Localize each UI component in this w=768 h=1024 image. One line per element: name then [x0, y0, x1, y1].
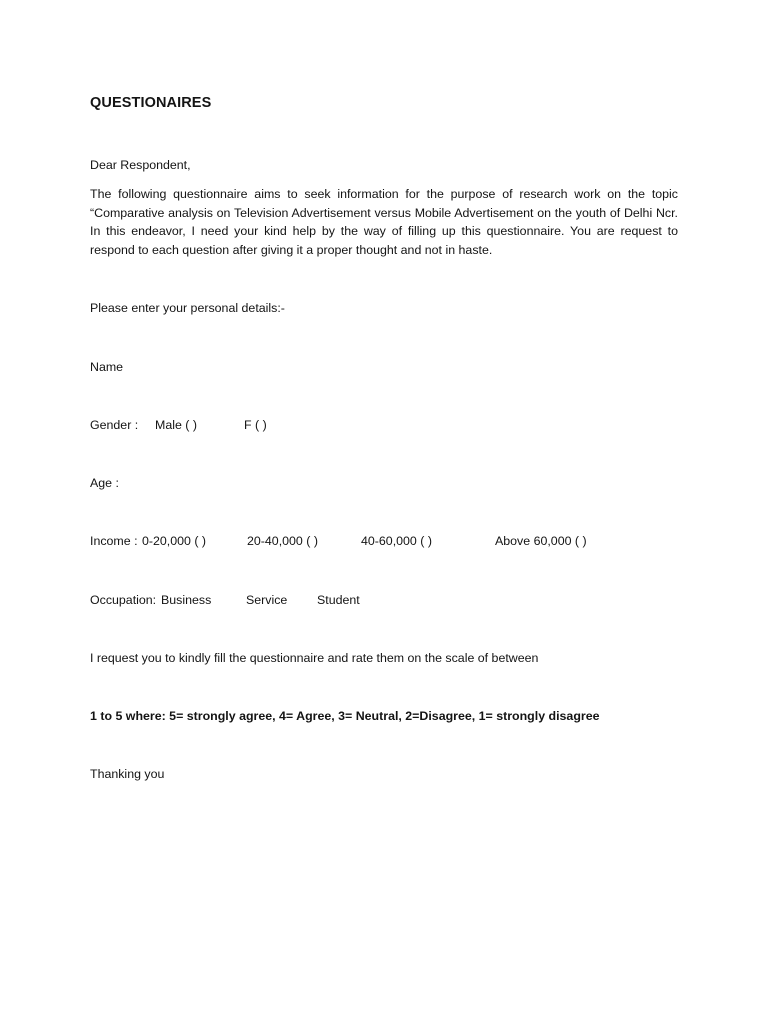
rating-request: I request you to kindly fill the questionnaire and rate them on the scale of between: [90, 651, 539, 665]
occupation-label: Occupation:: [90, 593, 157, 607]
personal-details-prompt: Please enter your personal details:-: [90, 301, 285, 315]
age-label: Age :: [90, 476, 119, 490]
income-label: Income :: [90, 534, 138, 548]
income-option-0-20000: 0-20,000 ( ): [142, 534, 207, 548]
income-option-above-60000: Above 60,000 ( ): [495, 534, 587, 548]
occupation-option-student: Student: [317, 593, 360, 607]
document-title: QUESTIONAIRES: [90, 95, 212, 111]
intro-paragraph: The following questionnaire aims to seek information for the purpose of research work on the topic “Comparative analysis on Television Advertisement versus Mobile Advertisement on the youth of Delhi Ncr. In this endeavor, I need your kind help by the way of filling up this questionnaire. You are request to respond to each question after giving it a proper thought and not in haste.: [90, 187, 678, 257]
scale-explanation: 1 to 5 where: 5= strongly agree, 4= Agree, 3= Neutral, 2=Disagree, 1= strongly disagree: [90, 709, 600, 723]
salutation: Dear Respondent,: [90, 158, 191, 172]
name-label: Name: [90, 360, 124, 374]
gender-label: Gender :: [90, 418, 139, 432]
gender-option-female: F ( ): [244, 418, 267, 432]
occupation-option-service: Service: [246, 593, 288, 607]
closing-text: Thanking you: [90, 767, 165, 781]
gender-row: [90, 417, 650, 433]
income-option-20-40000: 20-40,000 ( ): [247, 534, 318, 548]
occupation-option-business: Business: [161, 593, 212, 607]
income-row: [90, 533, 690, 549]
occupation-row: [90, 592, 490, 608]
gender-option-male: Male ( ): [155, 418, 197, 432]
income-option-40-60000: 40-60,000 ( ): [361, 534, 432, 548]
